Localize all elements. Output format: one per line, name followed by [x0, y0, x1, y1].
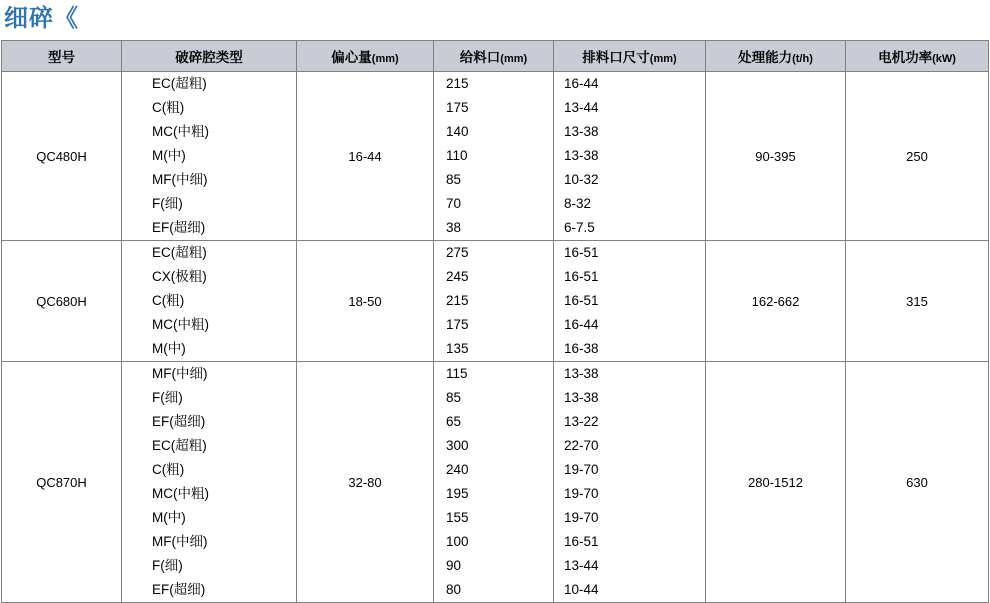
cell-cavity-type — [122, 72, 297, 241]
cell-feed-opening — [434, 72, 554, 241]
discharge-line: 16-44 — [564, 76, 599, 91]
cell-motor-power: 250 — [846, 72, 989, 241]
cavity-line: MC(中粗) — [152, 124, 209, 139]
cavity-line: F(细) — [152, 196, 183, 211]
table-header-row — [2, 41, 989, 72]
cell-cavity-type — [122, 362, 297, 603]
cell-discharge-size — [554, 241, 706, 362]
feed-line: 135 — [446, 341, 469, 356]
column-header-capacity: 处理能力(t/h) — [706, 41, 846, 72]
discharge-line: 13-38 — [564, 390, 599, 405]
discharge-line: 19-70 — [564, 486, 599, 501]
feed-line: 100 — [446, 534, 469, 549]
cell-motor-power: 315 — [846, 241, 989, 362]
feed-line: 275 — [446, 245, 469, 260]
discharge-line: 19-70 — [564, 462, 599, 477]
feed-line: 215 — [446, 76, 469, 91]
feed-line: 240 — [446, 462, 469, 477]
discharge-line: 13-44 — [564, 558, 599, 573]
cavity-line: MC(中粗) — [152, 486, 209, 501]
feed-line: 70 — [446, 196, 462, 211]
cell-discharge-size — [554, 362, 706, 603]
cavity-line: F(细) — [152, 390, 183, 405]
column-header-motor-power: 电机功率(kW) — [846, 41, 989, 72]
cavity-line: C(粗) — [152, 100, 185, 115]
table-header — [2, 41, 989, 72]
cavity-line: EF(超细) — [152, 582, 206, 597]
discharge-line: 16-44 — [564, 317, 599, 332]
feed-line: 175 — [446, 317, 469, 332]
table-row — [2, 362, 989, 603]
discharge-line: 13-38 — [564, 366, 599, 381]
cavity-line: M(中) — [152, 510, 186, 525]
column-header-eccentric: 偏心量(mm) — [297, 41, 434, 72]
feed-line: 90 — [446, 558, 462, 573]
discharge-line: 13-44 — [564, 100, 599, 115]
cell-feed-opening — [434, 241, 554, 362]
cell-capacity: 162-662 — [706, 241, 846, 362]
cell-discharge-size — [554, 72, 706, 241]
cell-model: QC870H — [2, 362, 122, 603]
feed-line: 245 — [446, 269, 469, 284]
feed-line: 175 — [446, 100, 469, 115]
cavity-line: MF(中细) — [152, 534, 208, 549]
discharge-line: 13-38 — [564, 148, 599, 163]
page-title: 细碎《 — [4, 5, 79, 32]
cavity-line: C(粗) — [152, 293, 185, 308]
cell-capacity: 280-1512 — [706, 362, 846, 603]
feed-line: 140 — [446, 124, 469, 139]
feed-line: 215 — [446, 293, 469, 308]
cell-eccentric: 32-80 — [297, 362, 434, 603]
cavity-line: CX(极粗) — [152, 269, 207, 284]
cavity-line: EF(超细) — [152, 220, 206, 235]
discharge-line: 13-22 — [564, 414, 599, 429]
discharge-line: 10-44 — [564, 582, 599, 597]
column-header-feed-opening: 给料口(mm) — [434, 41, 554, 72]
cavity-line: MF(中细) — [152, 366, 208, 381]
cavity-line: MC(中粗) — [152, 317, 209, 332]
discharge-line: 10-32 — [564, 172, 599, 187]
cell-motor-power: 630 — [846, 362, 989, 603]
cell-model: QC480H — [2, 72, 122, 241]
cell-eccentric: 16-44 — [297, 72, 434, 241]
discharge-line: 16-38 — [564, 341, 599, 356]
cavity-line: C(粗) — [152, 462, 185, 477]
column-header-model: 型号 — [2, 41, 122, 72]
cavity-line: M(中) — [152, 148, 186, 163]
specifications-table — [1, 40, 989, 603]
cell-eccentric: 18-50 — [297, 241, 434, 362]
table-body — [2, 72, 989, 603]
cell-capacity: 90-395 — [706, 72, 846, 241]
feed-line: 115 — [446, 366, 468, 381]
column-header-cavity-type: 破碎腔类型 — [122, 41, 297, 72]
feed-line: 65 — [446, 414, 462, 429]
cavity-line: F(细) — [152, 558, 183, 573]
discharge-line: 8-32 — [564, 196, 592, 211]
feed-line: 80 — [446, 582, 462, 597]
cavity-line: EC(超粗) — [152, 245, 207, 260]
discharge-line: 6-7.5 — [564, 220, 595, 235]
feed-line: 85 — [446, 172, 462, 187]
cell-model: QC680H — [2, 241, 122, 362]
feed-line: 195 — [446, 486, 469, 501]
column-header-discharge-size: 排料口尺寸(mm) — [554, 41, 706, 72]
discharge-line: 13-38 — [564, 124, 599, 139]
feed-line: 110 — [446, 148, 468, 163]
discharge-line: 16-51 — [564, 534, 599, 549]
cavity-line: EF(超细) — [152, 414, 206, 429]
table-row — [2, 241, 989, 362]
cell-feed-opening — [434, 362, 554, 603]
table-row — [2, 72, 989, 241]
discharge-line: 16-51 — [564, 269, 599, 284]
cavity-line: M(中) — [152, 341, 186, 356]
discharge-line: 16-51 — [564, 245, 599, 260]
cell-cavity-type — [122, 241, 297, 362]
cavity-line: EC(超粗) — [152, 76, 207, 91]
discharge-line: 19-70 — [564, 510, 599, 525]
feed-line: 38 — [446, 220, 462, 235]
cavity-line: MF(中细) — [152, 172, 208, 187]
feed-line: 155 — [446, 510, 469, 525]
cavity-line: EC(超粗) — [152, 438, 207, 453]
feed-line: 300 — [446, 438, 469, 453]
discharge-line: 22-70 — [564, 438, 599, 453]
feed-line: 85 — [446, 390, 462, 405]
discharge-line: 16-51 — [564, 293, 599, 308]
